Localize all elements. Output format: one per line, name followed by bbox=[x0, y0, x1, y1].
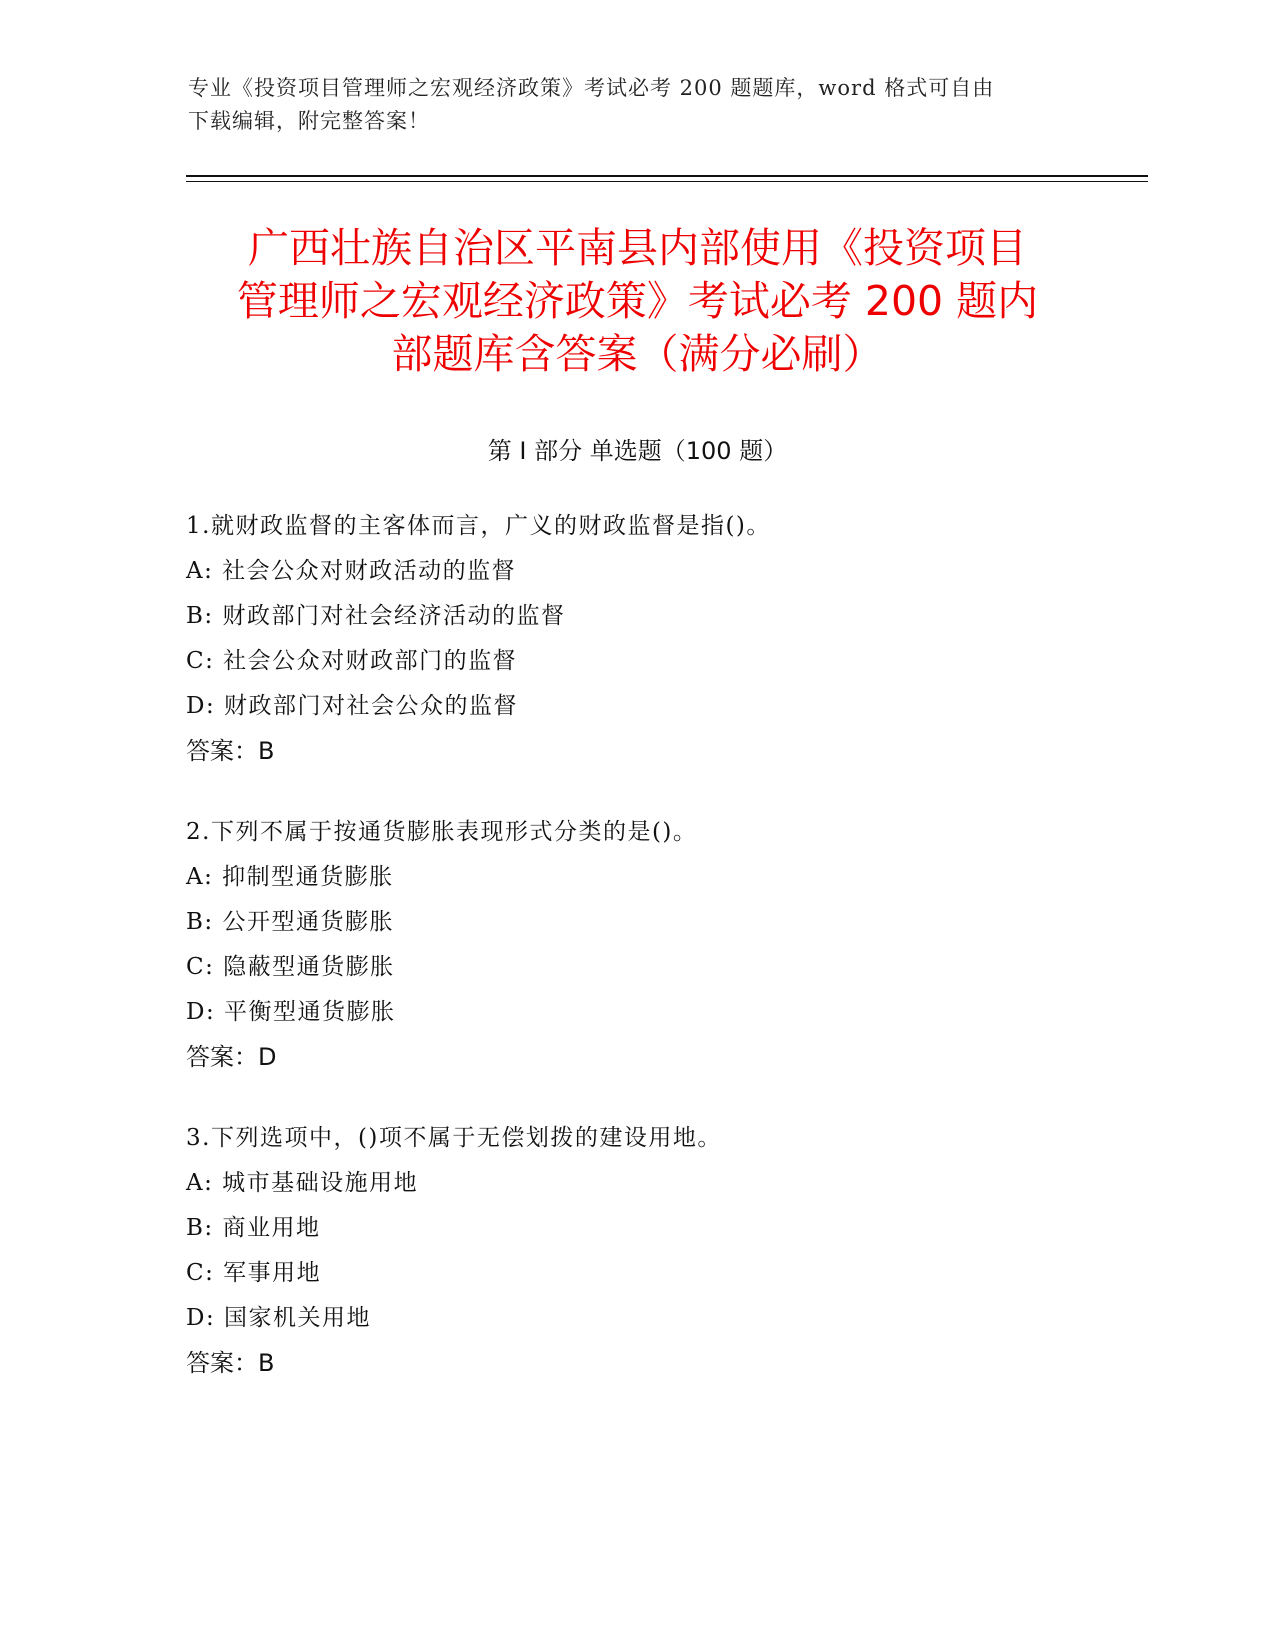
header-divider-thick bbox=[186, 175, 1148, 177]
answer: 答案：D bbox=[186, 1043, 277, 1071]
option-c: C: 隐蔽型通货膨胀 bbox=[186, 954, 395, 980]
option-a: A: 抑制型通货膨胀 bbox=[186, 864, 394, 890]
question-stem: 3.下列选项中，()项不属于无偿划拨的建设用地。 bbox=[186, 1125, 722, 1151]
option-a: A: 社会公众对财政活动的监督 bbox=[186, 558, 517, 584]
option-b: B: 商业用地 bbox=[186, 1215, 321, 1241]
title-line-1: 广西壮族自治区平南县内部使用《投资项目 bbox=[248, 224, 1027, 272]
header-line-2: 下载编辑，附完整答案！ bbox=[188, 109, 430, 133]
option-d: D: 财政部门对社会公众的监督 bbox=[186, 693, 519, 719]
document-header bbox=[188, 72, 1068, 138]
header-line-1: 专业《投资项目管理师之宏观经济政策》考试必考 200 题题库，word 格式可自由 bbox=[188, 76, 995, 100]
question-3 bbox=[186, 1116, 1146, 1386]
title-line-3: 部题库含答案（满分必刷） bbox=[391, 330, 884, 378]
option-b: B: 公开型通货膨胀 bbox=[186, 909, 394, 935]
question-stem: 1.就财政监督的主客体而言，广义的财政监督是指()。 bbox=[186, 513, 771, 539]
question-1 bbox=[186, 504, 1146, 774]
option-c: C: 社会公众对财政部门的监督 bbox=[186, 648, 518, 674]
option-b: B: 财政部门对社会经济活动的监督 bbox=[186, 603, 566, 629]
answer: 答案：B bbox=[186, 737, 275, 765]
header-divider-thin bbox=[186, 181, 1148, 182]
question-stem: 2.下列不属于按通货膨胀表现形式分类的是()。 bbox=[186, 819, 698, 845]
title-line-2: 管理师之宏观经济政策》考试必考 200 题内 bbox=[236, 277, 1039, 325]
option-a: A: 城市基础设施用地 bbox=[186, 1170, 419, 1196]
document-title bbox=[170, 222, 1105, 381]
option-d: D: 国家机关用地 bbox=[186, 1305, 372, 1331]
option-c: C: 军事用地 bbox=[186, 1260, 322, 1286]
section-heading: 第 I 部分 单选题（100 题） bbox=[487, 437, 788, 465]
option-d: D: 平衡型通货膨胀 bbox=[186, 999, 396, 1025]
question-2 bbox=[186, 810, 1146, 1080]
answer: 答案：B bbox=[186, 1349, 275, 1377]
